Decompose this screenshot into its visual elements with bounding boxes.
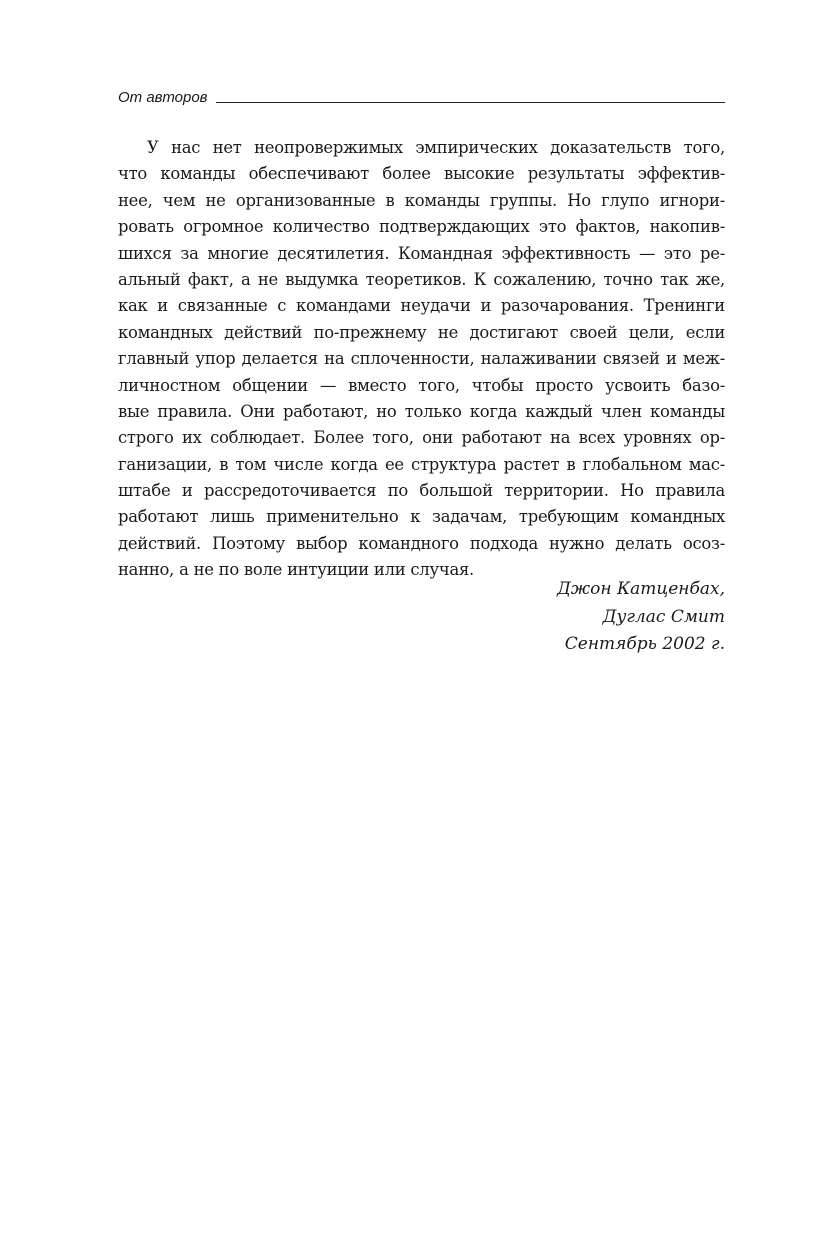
text-line: нанно, а не по воле интуиции или случая. [118,560,475,580]
running-header [118,86,725,108]
text-line: вые правила. Они работают, но только когда каждый член команды [118,401,725,421]
header-rule [216,102,725,103]
text-line: как и связанные с командами неудачи и разочарования. Тренинги [118,296,725,316]
text-line: альный факт, а не выдумка теоретиков. К сожалению, точно так же, [118,269,725,289]
text-line: ганизации, в том числе когда ее структура растет в глобальном мас- [118,454,725,474]
section-title: От авторов [118,89,208,106]
body-paragraph [118,135,725,584]
text-line: действий. Поэтому выбор командного подхода нужно делать осоз- [118,533,725,553]
text-line: работают лишь применительно к задачам, требующим командных [118,507,725,527]
author-name: Дуглас Смит [602,606,725,627]
text-line: личностном общении — вместо того, чтобы просто усвоить базо- [118,375,725,395]
text-line: У нас нет неопровержимых эмпирических доказательств того, [147,138,725,157]
text-line: ровать огромное количество подтверждающих это фактов, накопив- [118,217,725,237]
text-line: шихся за многие десятилетия. Командная эффективность — это ре- [118,243,725,263]
text-line: нее, чем не организованные в команды группы. Но глупо игнори- [118,190,725,210]
signature-block [118,576,725,659]
text-line: главный упор делается на сплоченности, налаживании связей и меж- [118,349,725,369]
author-name: Джон Катценбах, [556,579,725,599]
text-line: что команды обеспечивают более высокие результаты эффектив- [118,164,725,184]
signature-date: Сентябрь 2002 г. [564,634,725,654]
text-line: командных действий по-прежнему не достигают своей цели, если [118,322,725,342]
text-line: строго их соблюдает. Более того, они работают на всех уровнях ор- [118,428,725,448]
text-line: штабе и рассредоточивается по большой территории. Но правила [118,481,725,501]
